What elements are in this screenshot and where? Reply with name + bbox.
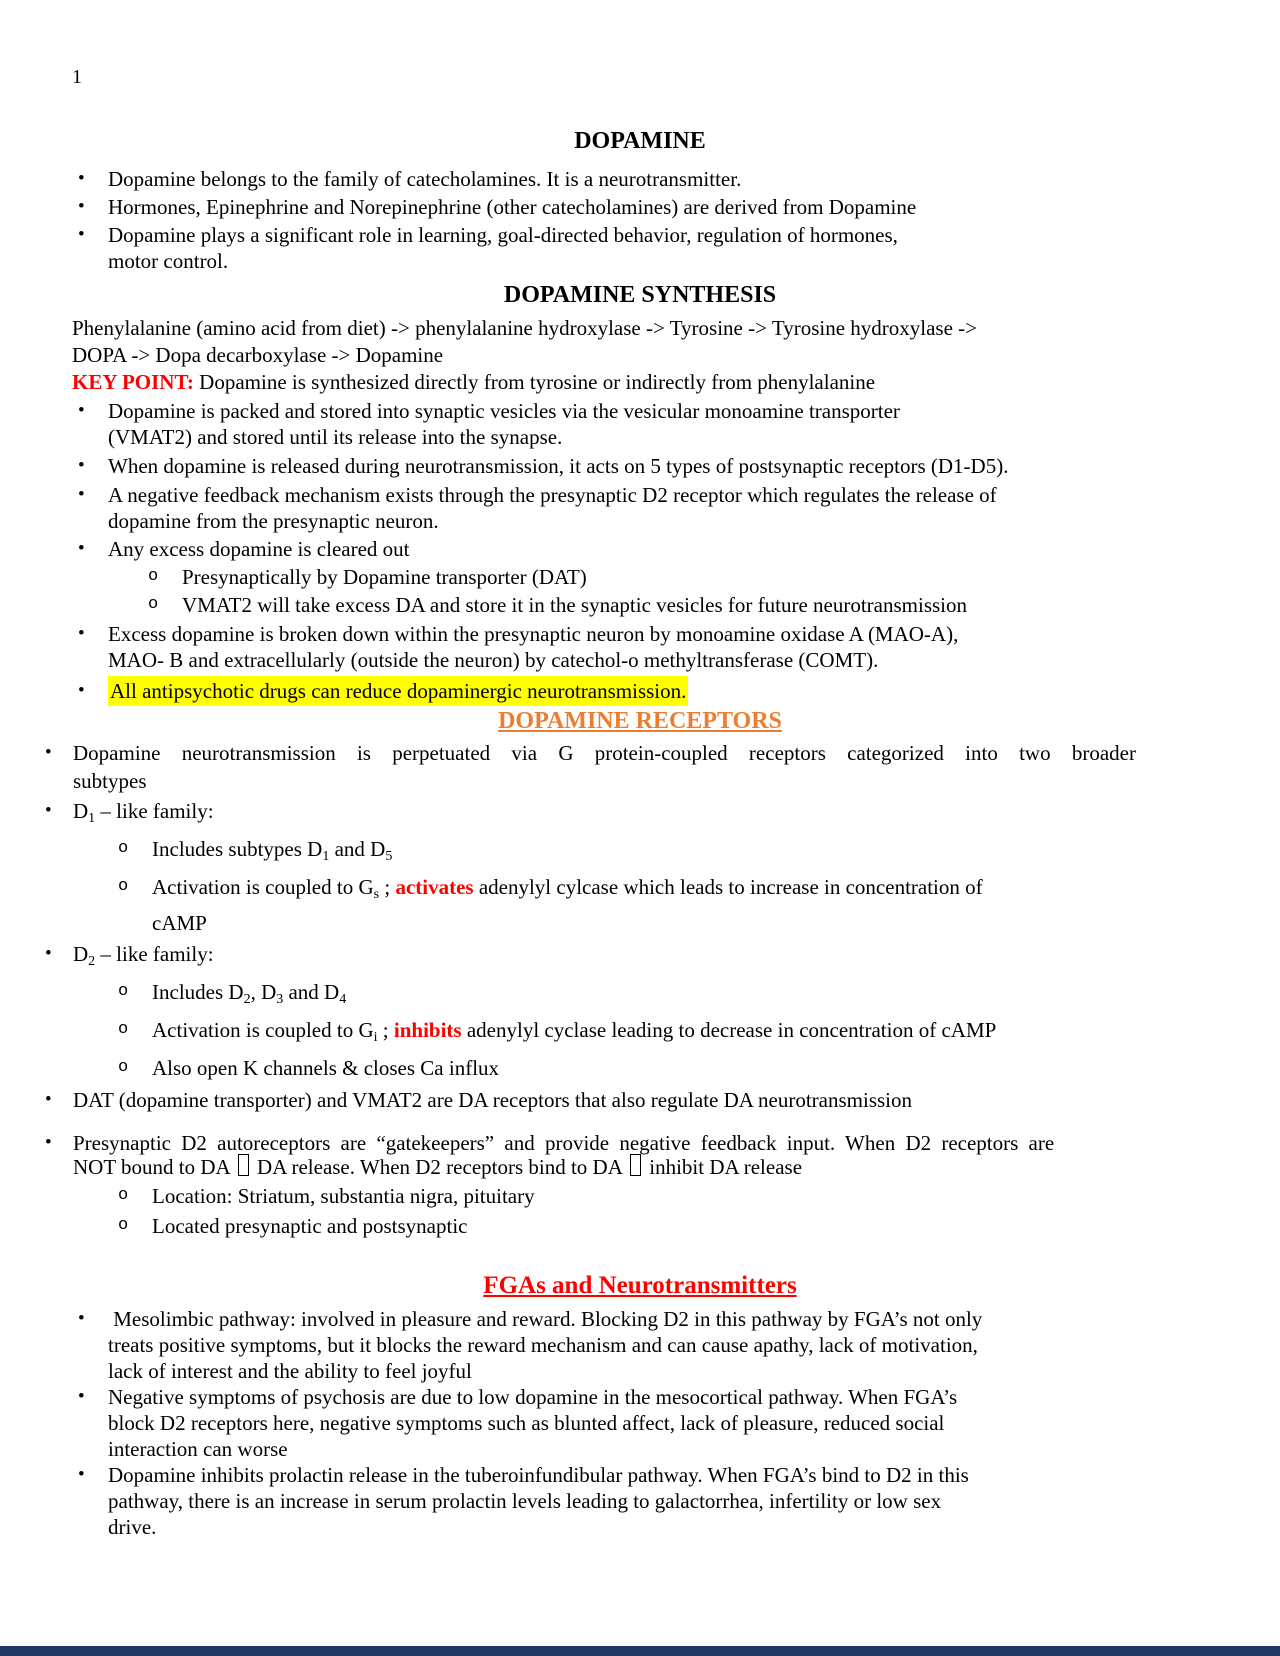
bullet-icon: • [78, 1464, 85, 1485]
list-item [118, 873, 1208, 937]
list-item-text: Excess dopamine is broken down within the presynaptic neuron by monoamine oxidase A (MAO-A), MAO- B and extracellularly (outside the neuron) by catechol-o methyltransferase (COMT). [108, 622, 959, 672]
circle-bullet-icon: o [118, 1058, 129, 1077]
circle-bullet-icon: o [148, 567, 159, 586]
list-item-text: Presynaptic D2 autoreceptors are “gatekeepers” and provide negative feedback input. When D2 receptors are NOT bound to DA DA release. When D2 receptors bind to DA inhibit DA release [73, 1131, 1055, 1179]
list-item-text: Dopamine plays a significant role in learning, goal-directed behavior, regulation of hormones, motor control. [108, 223, 898, 273]
list-item [148, 564, 1208, 590]
bullet-icon: • [45, 943, 52, 964]
list-item-text: D2 – like family: [73, 942, 214, 969]
list-item-text: Presynaptically by Dopamine transporter (DAT) [182, 565, 587, 589]
list-item-text: Any excess dopamine is cleared out [108, 537, 410, 561]
bullet-icon: • [45, 1089, 52, 1110]
list-item-text: D1 – like family: [73, 799, 214, 826]
section-title-dopamine: DOPAMINE [574, 128, 706, 154]
list-item [78, 536, 1208, 562]
list-item [45, 940, 1208, 976]
list-item [78, 194, 1208, 220]
list-item-text: Hormones, Epinephrine and Norepinephrine (other catecholamines) are derived from Dopamine [108, 195, 917, 219]
bullet-icon: • [78, 1386, 85, 1407]
list-item [118, 1212, 1208, 1240]
list-item-text: Location: Striatum, substantia nigra, pituitary [152, 1184, 535, 1208]
list-item [118, 1016, 1208, 1052]
list-item [78, 453, 1208, 479]
list-item [45, 1132, 1208, 1178]
list-item-text: Mesolimbic pathway: involved in pleasure and reward. Blocking D2 in this pathway by FGA’s not only treats positive symptoms, but it blocks the reward mechanism and can cause apathy, lack of motivation, lack of interest and the ability to feel joyful [108, 1307, 983, 1383]
list-item-text: All antipsychotic drugs can reduce dopaminergic neurotransmission. [108, 676, 688, 706]
bullet-icon: • [78, 623, 85, 644]
list-item [45, 797, 1208, 833]
list-item-text: Negative symptoms of psychosis are due to low dopamine in the mesocortical pathway. When FGA’s block D2 receptors here, negative symptoms such as blunted affect, lack of pleasure, reduced social interaction can worse [108, 1385, 958, 1461]
bullet-icon: • [78, 484, 85, 505]
list-item [78, 222, 1208, 274]
bullet-icon: • [78, 224, 85, 245]
list-item-text: Dopamine is packed and stored into synaptic vesicles via the vesicular monoamine transporter (VMAT2) and stored until its release into the synapse. [108, 399, 900, 449]
list-item-text: When dopamine is released during neurotransmission, it acts on 5 types of postsynaptic receptors (D1-D5). [108, 454, 1009, 478]
list-item-text: Includes D2, D3 and D4 [152, 980, 347, 1007]
synthesis-bullet-list [72, 398, 1208, 704]
section-title-fgas: FGAs and Neurotransmitters [483, 1272, 797, 1299]
section-title-receptors: DOPAMINE RECEPTORS [498, 708, 782, 734]
list-item [45, 1086, 1208, 1114]
list-item-text: Dopamine inhibits prolactin release in the tuberoinfundibular pathway. When FGA’s bind to D2 in this pathway, there is an increase in serum prolactin levels leading to galactorrhea, infertility or low sex drive. [108, 1463, 969, 1539]
list-item-text: Located presynaptic and postsynaptic [152, 1214, 468, 1238]
list-item-text: Activation is coupled to Gi ; inhibits adenylyl cyclase leading to decrease in concentration of cAMP [152, 1018, 997, 1045]
list-item-text: Dopamine neurotransmission is perpetuated via G protein-coupled receptors categorized into two broader subtypes [73, 741, 1136, 793]
bullet-icon: • [45, 742, 52, 763]
circle-bullet-icon: o [118, 1020, 129, 1039]
list-item-text: Includes subtypes D1 and D5 [152, 837, 393, 864]
list-item [45, 739, 1208, 795]
circle-bullet-icon: o [118, 877, 129, 896]
list-item [78, 621, 1208, 673]
list-item [118, 978, 1208, 1014]
list-item [78, 1462, 1208, 1540]
list-item [78, 1384, 1208, 1462]
bullet-icon: • [78, 168, 85, 189]
bullet-icon: • [45, 1132, 52, 1153]
bullet-icon: • [78, 538, 85, 559]
receptors-bullet-list [45, 739, 1208, 1240]
list-item [78, 166, 1208, 192]
list-item [118, 835, 1208, 871]
list-item [148, 592, 1208, 618]
page-number: 1 [72, 66, 82, 88]
circle-bullet-icon: o [148, 595, 159, 614]
list-item-text: Also open K channels & closes Ca influx [152, 1056, 500, 1080]
circle-bullet-icon: o [118, 982, 129, 1001]
section-title-synthesis: DOPAMINE SYNTHESIS [503, 282, 777, 308]
key-point-paragraph: KEY POINT: Dopamine is synthesized directly from tyrosine or indirectly from phenylalanine [72, 370, 876, 394]
list-item [118, 1054, 1208, 1082]
fgas-bullet-list [72, 1306, 1208, 1540]
circle-bullet-icon: o [118, 1186, 129, 1205]
list-item-text: Dopamine belongs to the family of catecholamines. It is a neurotransmitter. [108, 167, 742, 191]
list-item [78, 482, 1208, 534]
list-item-text: VMAT2 will take excess DA and store it in the synaptic vesicles for future neurotransmission [182, 593, 967, 617]
list-item-text: Activation is coupled to Gs ; activates adenylyl cylcase which leads to increase in concentration of cAMP [152, 875, 983, 935]
list-item-text: A negative feedback mechanism exists through the presynaptic D2 receptor which regulates the release of dopamine from the presynaptic neuron. [108, 483, 997, 533]
bullet-icon: • [78, 1308, 85, 1329]
footer-bar [0, 1646, 1280, 1656]
list-item-text: DAT (dopamine transporter) and VMAT2 are DA receptors that also regulate DA neurotransmission [73, 1088, 913, 1112]
list-item [78, 678, 1208, 704]
bullet-icon: • [78, 680, 85, 701]
synthesis-pathway-paragraph: Phenylalanine (amino acid from diet) -> phenylalanine hydroxylase -> Tyrosine -> Tyrosine hydroxylase -> DOPA -> Dopa decarboxylase -> Dopamine [72, 316, 977, 367]
list-item [78, 398, 1208, 450]
circle-bullet-icon: o [118, 839, 129, 858]
bullet-icon: • [78, 400, 85, 421]
circle-bullet-icon: o [118, 1216, 129, 1235]
bullet-icon: • [78, 196, 85, 217]
intro-bullet-list [72, 166, 1208, 274]
list-item [118, 1182, 1208, 1210]
list-item [78, 1306, 1208, 1384]
bullet-icon: • [45, 800, 52, 821]
bullet-icon: • [78, 455, 85, 476]
